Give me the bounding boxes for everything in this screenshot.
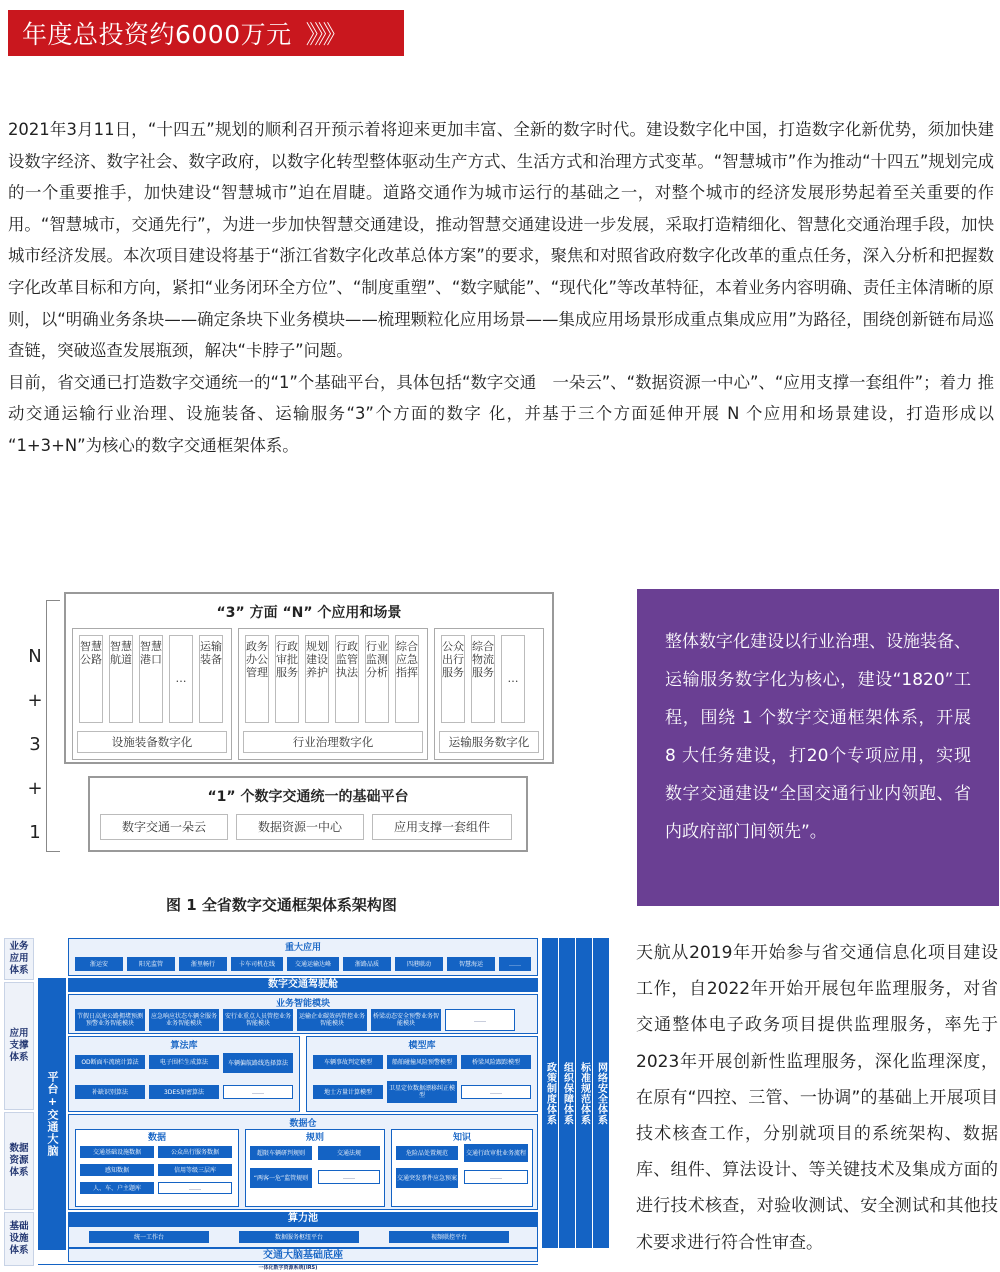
base-item: 数据资源一中心 <box>236 814 364 840</box>
app-chip: 浙运安 <box>75 957 123 971</box>
knowledge-title: 知识 <box>452 1133 471 1143</box>
app-chip: 四港联动 <box>395 957 443 971</box>
knowledge-chip: …… <box>464 1170 528 1184</box>
highlight-box <box>637 589 999 906</box>
intro-paragraph-2: 目前，省交通已打造数字交通统一的“1”个基础平台，具体包括“数字交通 一朵云”、“数据资源一中心”、“应用支撑一套组件”；着力 推动交通运输行业治理、设施装备、运输服务“3”个方面的数字 化，并基于三个方面延伸开展 N 个应用和场景建设，打造形成以 “1+3+N”为核心的数字交通框架体系。 <box>8 372 994 455</box>
major-apps-title: 重大应用 <box>284 943 321 953</box>
banner-title: 年度总投资约6000万元 <box>22 20 292 49</box>
policy-system-column: 政策制度体系 <box>542 938 558 1248</box>
algorithm-library-title: 算法库 <box>170 1041 198 1051</box>
base-item: 数字交通一朵云 <box>100 814 228 840</box>
group-governance <box>238 628 428 760</box>
infra-chip: 视频联控平台 <box>389 1231 509 1243</box>
model-chip: 地士方量计算模型 <box>313 1085 383 1099</box>
data-subpanel <box>75 1129 239 1207</box>
infra-panel <box>68 1226 538 1248</box>
platform-brain-column: 平台+交通大脑 <box>38 978 66 1250</box>
group-facilities <box>72 628 232 760</box>
knowledge-subpanel <box>391 1129 533 1207</box>
business-module-panel <box>68 994 538 1034</box>
module-chip: 节假日高速公路拥堵预测预警业务智能模块 <box>75 1009 145 1031</box>
rule-chip: …… <box>318 1170 380 1184</box>
model-library-panel <box>306 1036 538 1112</box>
intro-text <box>8 114 994 462</box>
group-caption: 行业治理数字化 <box>243 731 423 753</box>
rule-chip: “两客一危”监管规则 <box>250 1168 312 1188</box>
group-caption: 设施装备数字化 <box>77 731 227 753</box>
app-chip: 智慧海运 <box>447 957 495 971</box>
data-chip: 人、车、户主题库 <box>80 1182 154 1194</box>
chevron-right-icon: 》》》 <box>305 20 344 49</box>
algorithm-library-panel <box>68 1036 300 1112</box>
data-chip: …… <box>158 1182 232 1194</box>
cockpit-bar: 数字交通驾驶舱 <box>68 978 538 992</box>
applications-box <box>64 592 554 764</box>
app-item: 规划建设养护 <box>305 635 329 723</box>
infra-chip: 数据服务枢纽平台 <box>239 1231 359 1243</box>
side-label-1: 1 <box>29 822 41 843</box>
diagram-bracket <box>46 600 60 852</box>
module-chip: 安行业重点人员管控业务智能模块 <box>223 1009 293 1031</box>
module-chip: …… <box>445 1009 515 1031</box>
figure-1-caption: 图 1 全省数字交通框架体系架构图 <box>166 896 397 914</box>
base-platform-box <box>88 776 528 852</box>
model-chip: 船舶碰撞风险预警模型 <box>387 1055 457 1069</box>
rules-subpanel <box>245 1129 385 1207</box>
side-label-plus: + <box>27 690 43 711</box>
app-item: … <box>501 635 525 723</box>
app-item: 运输装备 <box>199 635 223 723</box>
applications-title: “3” 方面 “N” 个应用和场景 <box>216 605 402 621</box>
rule-chip: 交通法规 <box>318 1146 380 1160</box>
app-item: 行政监管执法 <box>335 635 359 723</box>
knowledge-chip: 危险品处置规范 <box>396 1146 458 1160</box>
algorithm-chip: 补缺识别算法 <box>75 1085 145 1099</box>
knowledge-chip: 交通行政审批业务流程 <box>464 1144 528 1162</box>
app-item: 政务办公管理 <box>245 635 269 723</box>
app-item: 行业监测分析 <box>365 635 389 723</box>
data-chip: 感知数据 <box>80 1164 154 1176</box>
app-chip: 阳光监管 <box>127 957 175 971</box>
module-chip: 运输企业碳效码管控业务智能模块 <box>297 1009 367 1031</box>
model-chip: 卫星定位数据漂移纠正模型 <box>387 1081 457 1103</box>
layer-label: 基础设施体系 <box>4 1212 34 1266</box>
data-chip: 公众出行服务数据 <box>158 1146 232 1158</box>
app-item: 智慧港口 <box>139 635 163 723</box>
intro-paragraph-1: 2021年3月11日，“十四五”规划的顺利召开预示着将迎来更加丰富、全新的数字时代。建设数字化中国，打造数字化新优势，须加快建设数字经济、数字社会、数字政府，以数字化转型整体驱动生产方式、生活方式和治理方式变革。“智慧城市”作为推动“十四五”规划完成的一个重要推手，加快建设“智慧城市”迫在眉睫。道路交通作为城市运行的基础之一，对整个城市的经济发展形势起着至关重要的作用。“智慧城市，交通先行”，为进一步加快智慧交通建设，推动智慧交通建设进一步发展，采取打造精细化、智慧化交通治理手段，加快城市经济发展。本次项目建设将基于“浙江省数字化改革总体方案”的要求，聚焦和对照省政府数字化改革的重点任务，深入分析和把握数字化改革目标和方向，紧扣“业务闭环全方位”、“制度重塑”、“数字赋能”、“现代化”等改革特征，本着业务内容明确、责任主体清晰的原则，以“明确业务条块——确定条块下业务模块——梳理颗粒化应用场景——集成应用场景形成重点集成应用”为路径，围绕创新链布局巡查链，突破巡查发展瓶颈，解决“卡脖子”问题。 <box>8 120 994 361</box>
app-item: 行政审批服务 <box>275 635 299 723</box>
layer-label: 数据资源体系 <box>4 1112 34 1210</box>
organization-system-column: 组织保障体系 <box>559 938 575 1248</box>
model-library-title: 模型库 <box>408 1041 436 1051</box>
knowledge-chip: 交通突发事件应急预案 <box>396 1168 458 1188</box>
compute-pool-bar: 算力池 <box>68 1212 538 1226</box>
side-label-plus: + <box>27 778 43 799</box>
framework-diagram <box>8 588 556 870</box>
model-chip: 车辆事故判定模型 <box>313 1055 383 1069</box>
algorithm-chip: 3DES加密算法 <box>149 1085 219 1099</box>
algorithm-chip: …… <box>223 1085 293 1099</box>
layer-label: 应用支撑体系 <box>4 982 34 1110</box>
group-caption: 运输服务数字化 <box>439 731 539 753</box>
data-title: 数据 <box>147 1133 166 1143</box>
app-item: 综合应急指挥 <box>395 635 419 723</box>
side-label-n: N <box>28 646 42 667</box>
base-platform-title: “1” 个数字交通统一的基础平台 <box>207 789 409 805</box>
app-chip: 卡车司机在线 <box>231 957 283 971</box>
algorithm-chip: 电子围栏生成算法 <box>149 1055 219 1069</box>
base-item: 应用支撑一套组件 <box>372 814 512 840</box>
side-label-3: 3 <box>29 734 41 755</box>
model-chip: …… <box>461 1085 531 1099</box>
algorithm-chip: OD断面车流统计算法 <box>75 1055 145 1069</box>
architecture-diagram <box>4 934 606 1270</box>
brain-base-bar: 交通大脑基础底座 <box>68 1248 538 1262</box>
highlight-text: 整体数字化建设以行业治理、设施装备、运输服务数字化为核心，建设“1820”工程，围绕 1 个数字交通框架体系，开展 8 大任务建设，打20个专项应用，实现数字交通建设“全国交通行业内领跑、省内政府部门间领先”。 <box>665 632 971 842</box>
irs-bar: 一体化数字资源系统(IRS) <box>38 1264 538 1270</box>
data-chip: 信用等级三层库 <box>158 1164 232 1176</box>
app-item: 公众出行服务 <box>441 635 465 723</box>
model-chip: 桥梁风险跟踪模型 <box>461 1055 531 1069</box>
algorithm-chip: 车辆偏航路线选择算法 <box>223 1053 293 1073</box>
app-chip: …… <box>499 957 531 971</box>
layer-label: 业务应用体系 <box>4 938 34 980</box>
standards-system-column: 标准规范体系 <box>576 938 592 1248</box>
module-chip: 应急响应状态车辆全服务业务智能模块 <box>149 1009 219 1031</box>
security-system-column: 网络安全体系 <box>593 938 609 1248</box>
rule-chip: 超限车辆研判规则 <box>250 1146 312 1160</box>
app-item: … <box>169 635 193 723</box>
app-item: 综合物流服务 <box>471 635 495 723</box>
data-warehouse-title: 数据仓 <box>289 1119 317 1129</box>
app-chip: 交通运输达峰 <box>287 957 339 971</box>
business-module-title: 业务智能模块 <box>275 999 330 1009</box>
module-chip: 桥梁动态安全预警业务智能模块 <box>371 1009 441 1031</box>
app-chip: 浙路品质 <box>343 957 391 971</box>
data-warehouse-panel <box>68 1114 538 1210</box>
rules-title: 规则 <box>305 1133 324 1143</box>
major-apps-panel <box>68 938 538 976</box>
infra-chip: 统一工作台 <box>89 1231 209 1243</box>
group-transport <box>434 628 544 760</box>
app-chip: 浙里畅行 <box>179 957 227 971</box>
app-item: 智慧航道 <box>109 635 133 723</box>
data-chip: 交通基础设施数据 <box>80 1146 154 1158</box>
app-item: 智慧公路 <box>79 635 103 723</box>
service-paragraph: 天航从2019年开始参与省交通信息化项目建设工作，自2022年开始开展包年监理服务，对省交通整体电子政务项目提供监理服务，率先于2023年开展创新性监理服务，深化监理深度，在原有“四控、三管、一协调”的基础上开展项目技术核查工作，分别就项目的系统架构、数据库、组件、算法设计、等关键技术及集成方面的进行技术核查，对验收测试、安全测试和其他技术要求进行符合性审查。 <box>636 943 998 1253</box>
title-banner <box>8 10 404 56</box>
